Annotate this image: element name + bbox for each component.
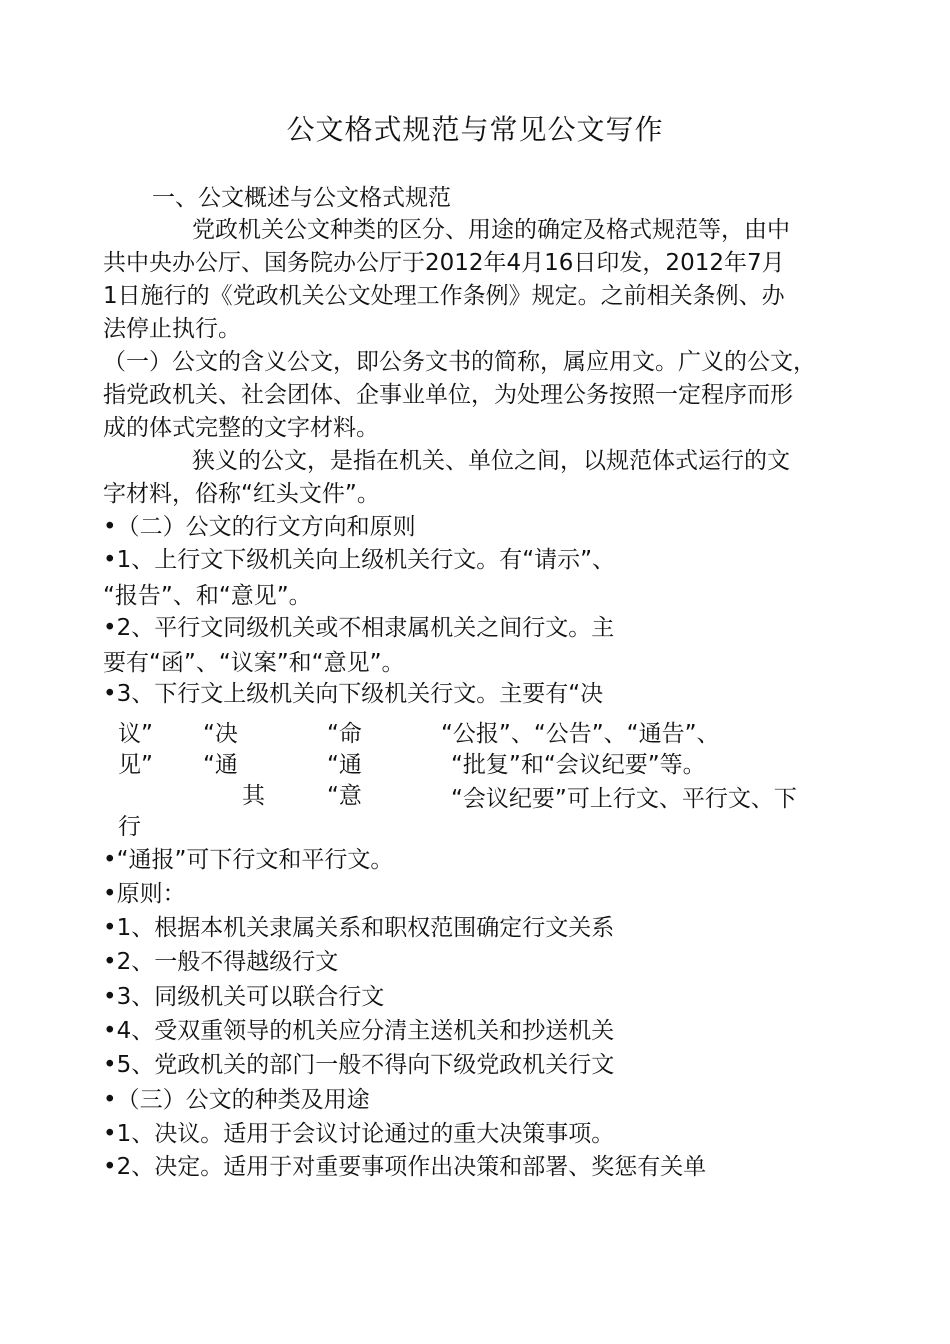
list-item: •4、受双重领导的机关应分清主送机关和抄送机关 xyxy=(103,1018,615,1044)
section-heading: 一、公文概述与公文格式规范 xyxy=(152,185,451,211)
paragraph-line: “报告”、和“意见”。 xyxy=(103,583,312,609)
list-item: •1、根据本机关隶属关系和职权范围确定行文关系 xyxy=(103,915,615,941)
list-item: •1、决议。适用于会议讨论通过的重大决策事项。 xyxy=(103,1121,615,1147)
fragment: 见” xyxy=(118,752,153,778)
paragraph-line: 狭义的公文，是指在机关、单位之间，以规范体式运行的文 xyxy=(192,448,790,474)
fragment: “意 xyxy=(327,783,362,809)
fragment: 议” xyxy=(118,721,153,747)
paragraph-line: 党政机关公文种类的区分、用途的确定及格式规范等，由中 xyxy=(192,217,790,243)
fragment: “会议纪要”可上行文、平行文、下 xyxy=(451,786,797,812)
list-item: •2、平行文同级机关或不相隶属机关之间行文。主 xyxy=(103,615,615,641)
list-item: •原则： xyxy=(103,881,186,907)
fragment: “通 xyxy=(203,752,238,778)
paragraph-line: 共中央办公厅、国务院办公厅于2012年4月16日印发，2012年7月 xyxy=(103,250,785,276)
fragment: “公报”、“公告”、“通告”、 xyxy=(441,721,720,747)
paragraph-line: 要有“函”、“议案”和“意见”。 xyxy=(103,650,405,676)
list-item: •2、决定。适用于对重要事项作出决策和部署、奖惩有关单 xyxy=(103,1154,707,1180)
paragraph-line: 成的体式完整的文字材料。 xyxy=(103,415,379,441)
paragraph-line: 字材料，俗称“红头文件”。 xyxy=(103,481,380,507)
fragment: “通 xyxy=(327,752,362,778)
list-item: •3、下行文上级机关向下级机关行文。主要有“决 xyxy=(103,681,604,707)
list-item: •3、同级机关可以联合行文 xyxy=(103,984,385,1010)
fragment: “命 xyxy=(327,721,362,747)
list-item: •2、一般不得越级行文 xyxy=(103,949,339,975)
list-item: •1、上行文下级机关向上级机关行文。有“请示”、 xyxy=(103,547,616,573)
list-item: •（三）公文的种类及用途 xyxy=(103,1087,370,1113)
document-title: 公文格式规范与常见公文写作 xyxy=(286,113,664,146)
list-item: •5、党政机关的部门一般不得向下级党政机关行文 xyxy=(103,1052,615,1078)
paragraph-line: （一）公文的含义公文，即公务文书的简称，属应用文。广义的公文， xyxy=(103,349,816,375)
list-item: •（二）公文的行文方向和原则 xyxy=(103,514,416,540)
list-item: •“通报”可下行文和平行文。 xyxy=(103,847,394,873)
paragraph-line: 法停止执行。 xyxy=(103,316,241,342)
fragment: “批复”和“会议纪要”等。 xyxy=(451,752,706,778)
paragraph-line: 1日施行的《党政机关公文处理工作条例》规定。之前相关条例、办 xyxy=(103,283,785,309)
fragment: 其 xyxy=(242,783,265,809)
paragraph-line: 指党政机关、社会团体、企事业单位，为处理公务按照一定程序而形 xyxy=(103,382,793,408)
fragment: 行 xyxy=(118,814,141,840)
fragment: “决 xyxy=(203,721,238,747)
